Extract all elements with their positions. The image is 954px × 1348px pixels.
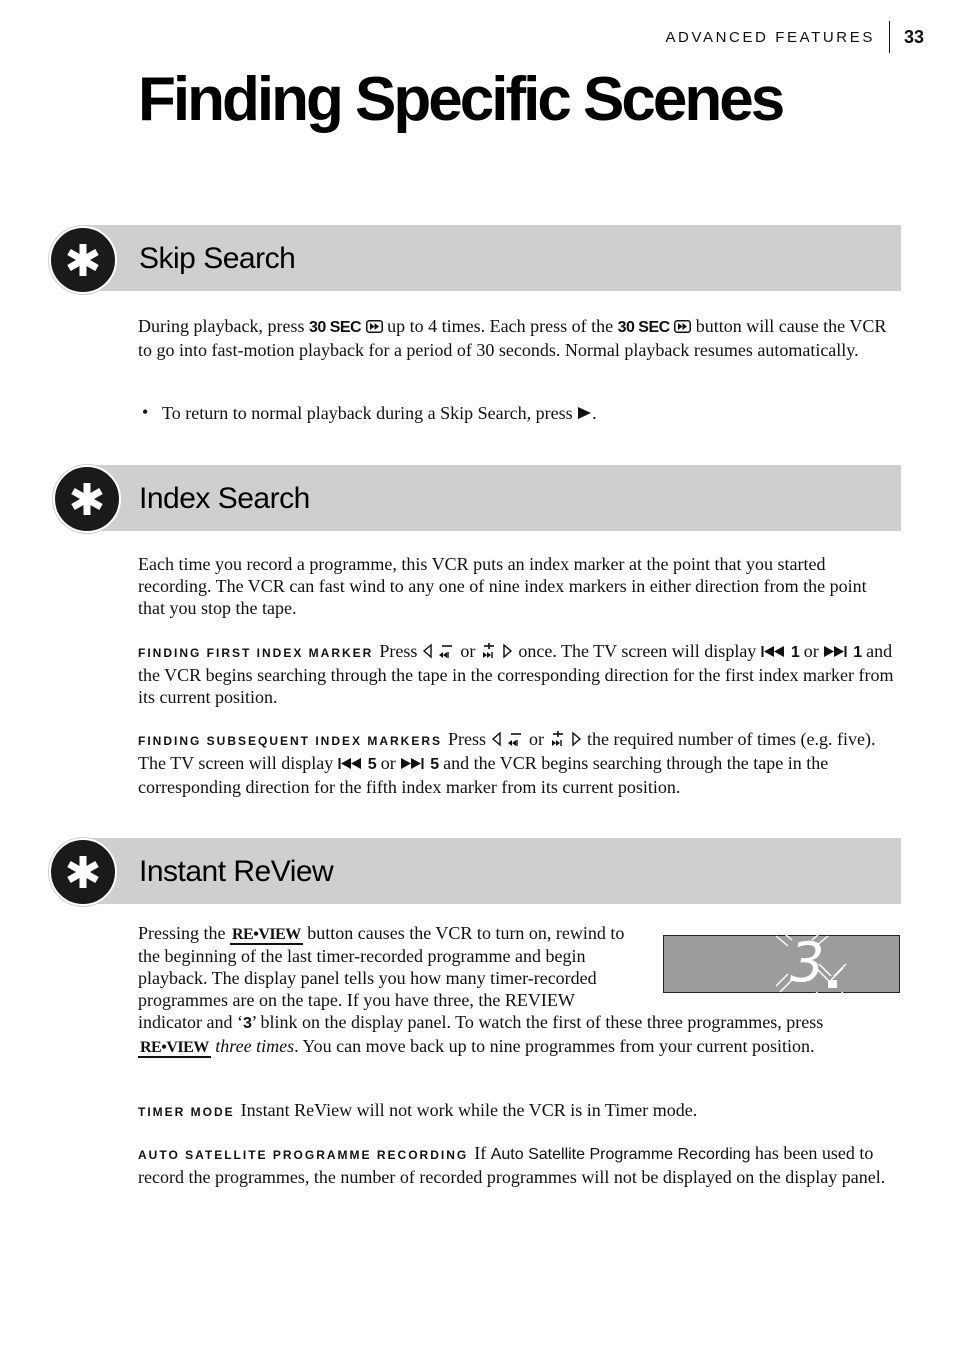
- thirty-sec-button-label: 30 SEC: [617, 319, 670, 336]
- index-number: 5: [367, 756, 377, 773]
- section-band-index-search: [82, 465, 901, 531]
- section-band-skip-search: [82, 225, 901, 291]
- instant-review-paragraph-part1: [138, 922, 898, 1058]
- thirty-sec-button-label: 30 SEC: [308, 319, 362, 336]
- review-button-label: RE•VIEW: [140, 1039, 209, 1056]
- rewind-index-icon: [761, 645, 791, 658]
- runin-finding-subsequent-index-markers: FINDING SUBSEQUENT INDEX MARKERS: [138, 734, 443, 748]
- running-header-section: ADVANCED FEATURES: [665, 28, 875, 46]
- index-number: 1: [790, 644, 800, 661]
- text-run: If: [474, 1143, 491, 1163]
- text-run: Pressing the: [138, 923, 230, 943]
- text-run: or: [524, 729, 549, 749]
- display-digit: 3: [790, 931, 825, 994]
- rewind-index-icon: [338, 757, 368, 770]
- play-icon: [577, 406, 592, 420]
- runin-timer-mode: TIMER MODE: [138, 1105, 235, 1119]
- index-first-marker-paragraph: [138, 640, 898, 708]
- skip-forward-icon: [674, 320, 691, 333]
- skip-search-paragraph: [138, 315, 898, 361]
- ffwd-index-icon: [823, 645, 853, 658]
- text-run: During playback, press: [138, 316, 309, 336]
- ffwd-index-icon: [400, 757, 430, 770]
- review-count-digit: 3: [242, 1015, 252, 1032]
- text-run: once. The TV screen will display: [513, 641, 761, 661]
- text-run: or: [455, 641, 480, 661]
- runin-finding-first-index-marker: FINDING FIRST INDEX MARKER: [138, 646, 374, 660]
- section-heading-index-search: Index Search: [139, 482, 310, 515]
- text-run: Press: [448, 729, 491, 749]
- text-run: button will cause the VCR to go into fast-motion playback for a period of 30 seconds. Normal playback resumes automatically.: [138, 316, 887, 360]
- section-heading-skip-search: Skip Search: [139, 242, 296, 275]
- index-back-icon: [491, 731, 525, 747]
- review-button-label: RE•VIEW: [232, 926, 301, 943]
- text-run: Instant ReView will not work while the VCR is in Timer mode.: [240, 1100, 698, 1120]
- text-run: ’ blink on the display panel. To watch the first of these three programmes, press: [251, 1012, 824, 1032]
- index-back-icon: [422, 643, 456, 659]
- bullet-marker: •: [142, 402, 149, 422]
- auto-satellite-paragraph: [138, 1142, 898, 1188]
- section-band-instant-review: [82, 838, 901, 904]
- asterisk-icon: [49, 838, 117, 906]
- running-header: [665, 22, 924, 52]
- index-subsequent-markers-paragraph: [138, 728, 898, 798]
- index-forward-icon: [480, 643, 514, 659]
- text-run: or: [799, 641, 824, 661]
- menu-option-auto-satellite-programme-recording: Auto Satellite Programme Recording: [490, 1146, 751, 1163]
- page-number: 33: [903, 26, 924, 47]
- skip-search-bullet: [162, 402, 898, 424]
- text-run: . You can move back up to nine programmes from your current position.: [294, 1036, 815, 1056]
- timer-mode-paragraph: [138, 1099, 898, 1123]
- page-title: Finding Specific Scenes: [138, 65, 783, 134]
- skip-forward-icon: [366, 320, 383, 333]
- text-run: Press: [379, 641, 422, 661]
- text-run: .: [592, 403, 597, 423]
- runin-auto-satellite-programme-recording: AUTO SATELLITE PROGRAMME RECORDING: [138, 1148, 469, 1162]
- wrap-spacer: [640, 922, 898, 1008]
- emphasis-three-times: three times: [215, 1036, 295, 1056]
- text-run: and the VCR begins searching through the tape in the corresponding direction for the first index marker from its current position.: [138, 641, 894, 707]
- text-run: and the VCR begins searching through the tape in the corresponding direction for the fifth index marker from its current position.: [138, 753, 829, 797]
- index-forward-icon: [549, 731, 583, 747]
- index-search-intro: Each time you record a programme, this VCR puts an index marker at the point that you started recording. The VCR can fast wind to any one of nine index markers in either direction from the point that you stop the tape.: [138, 554, 867, 618]
- text-run: button causes the VCR to turn on, rewind to the beginning of the last timer-recorded programme and begin playback. The display panel tells you how many timer-recorded programmes are on the tape. If you have three, the REVIEW indicator and ‘: [138, 923, 625, 1032]
- text-run: has been used to record the programmes, the number of recorded programmes will not be displayed on the display panel.: [138, 1143, 886, 1187]
- text-run: up to 4 times. Each press of the: [382, 316, 618, 336]
- asterisk-icon: [49, 226, 117, 294]
- section-heading-instant-review: Instant ReView: [139, 855, 334, 888]
- index-number: 1: [853, 644, 862, 661]
- text-run: or: [376, 753, 401, 773]
- text-run: To return to normal playback during a Skip Search, press: [162, 403, 578, 423]
- asterisk-icon: [53, 465, 121, 533]
- text-run: the required number of times (e.g. five). The TV screen will display: [138, 729, 876, 773]
- index-number: 5: [430, 756, 439, 773]
